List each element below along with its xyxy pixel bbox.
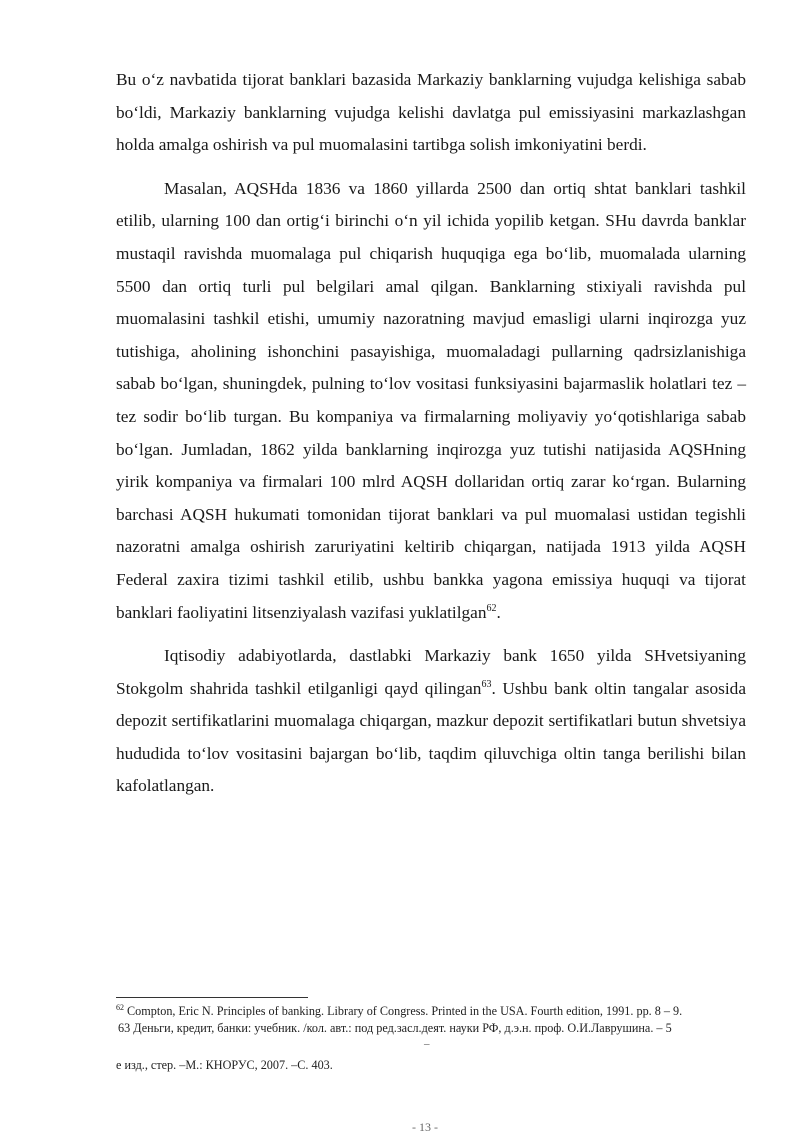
footnote-63 xyxy=(116,1020,756,1037)
footnote-separator xyxy=(116,997,308,998)
footnote-ref-63[interactable]: 63 xyxy=(481,678,492,690)
footnote-63-cont-text: е изд., стер. –М.: КНОРУС, 2007. –С. 403. xyxy=(116,1058,333,1072)
footnote-ref-62[interactable]: 62 xyxy=(486,602,497,614)
paragraph-2-end: . xyxy=(496,602,501,622)
paragraph-3 xyxy=(116,640,746,803)
footnote-63-text: 63 Деньги, кредит, банки: учебник. /кол. авт.: под ред.засл.деят. науки РФ, д.э.н. проф. О.И.Лаврушина. – 5 xyxy=(118,1021,672,1035)
paragraph-1 xyxy=(116,64,746,162)
footnote-62 xyxy=(116,1003,756,1020)
paragraph-2-text: Masalan, AQSHda 1836 va 1860 yillarda 2500 dan ortiq shtat banklari tashkil etilib, ularning 100 dan ortig‘i birinchi o‘n yil ichida yopilib ketgan. SHu davrda banklar mustaqil ravishda muomalaga pul chiqarish huquqiga ega bo‘lib, muomalada ularning 5500 dan ortiq turli pul belgilari amal qilgan. Banklarning stixiyali ravishda pul muomalasini tashkil etishi, umumiy nazoratning mavjud emasligi ularni inqirozga yuz tutishiga, aholining ishonchini pasayishiga, muomaladagi pullarning qadrsizlanishiga sabab bo‘lgan, shuningdek, pulning to‘lov vositasi funksiyasini bajarmaslik holatlari tez – tez sodir bo‘lib turgan. Bu kompaniya va firmalarning moliyaviy yo‘qotishlariga sabab bo‘lgan. Jumladan, 1862 yilda banklarning inqirozga yuz tutishi natijasida AQSHning yirik kompaniya va firmalari 100 mlrd AQSH dollaridan ortiq zarar ko‘rgan. Bularning barchasi AQSH hukumati tomonidan tijorat banklari va pul muomalasi ustidan tegishli nazoratni amalga oshirish zaruriyatini keltirib chiqargan, natijada 1913 yilda AQSH Federal zaxira tizimi tashkil etilib, ushbu bankka yagona emissiya huquqi va tijorat banklari faoliyatini litsenziyalash vazifasi yuklatilgan xyxy=(116,178,746,622)
page-number: - 13 - xyxy=(412,1120,438,1134)
footnotes xyxy=(116,1003,756,1074)
paragraph-1-text: Bu o‘z navbatida tijorat banklari bazasida Markaziy banklarning vujudga kelishiga sabab bo‘ldi, Markaziy banklarning vujudga kelishi davlatga pul emissiyasini markazlashgan holda amalga oshirish va pul muomalasini tartibga solish imkoniyatini berdi. xyxy=(116,70,746,155)
paragraph-3-text: Iqtisodiy adabiyotlarda, dastlabki Markaziy bank 1650 yilda SHvetsiyaning Stokgolm shahrida tashkil etilganligi qayd qilingan xyxy=(116,646,746,698)
footnote-62-number: 62 xyxy=(116,1003,124,1012)
footnote-63-continuation xyxy=(116,1057,756,1074)
paragraph-2 xyxy=(116,173,746,629)
paragraph-3-rest: . Ushbu bank oltin tangalar asosida depozit sertifikatlarini muomalaga chiqargan, mazkur depozit sertifikatlari butun shvetsiya hududida to‘lov vositasini bajargan bo‘lib, taqdim qiluvchiga oltin tanga berilishi bilan kafolatlangan. xyxy=(116,678,746,796)
footnote-dash: – xyxy=(424,1038,430,1050)
body-text xyxy=(116,64,746,803)
footnote-62-text: Compton, Eric N. Principles of banking. Library of Congress. Printed in the USA. Fourth edition, 1991. pp. 8 – 9. xyxy=(127,1004,683,1018)
